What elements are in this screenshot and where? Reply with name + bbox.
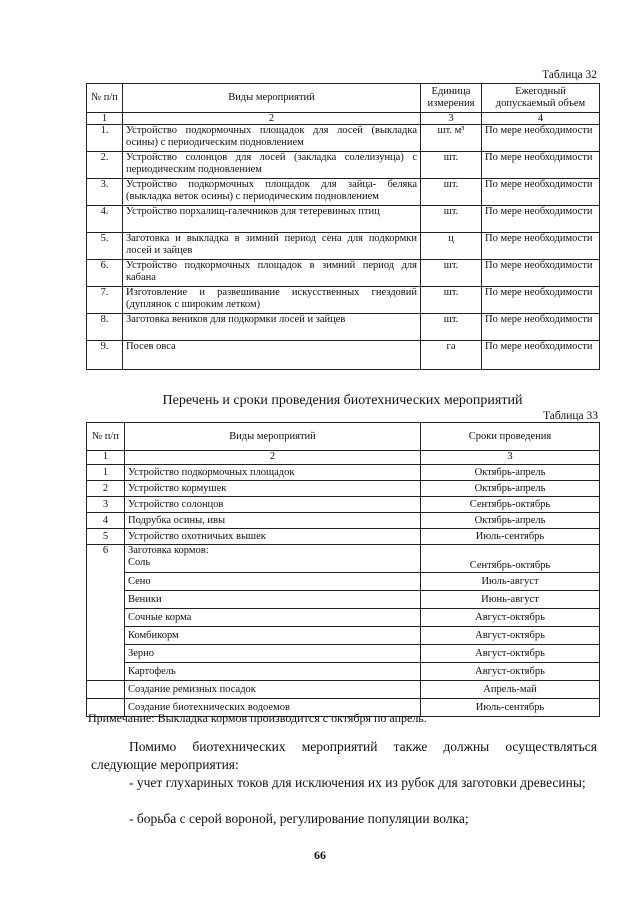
section-title: Перечень и сроки проведения биотехнических мероприятий [162, 393, 523, 408]
table33-group-item5-period: Август-октябрь [421, 645, 600, 663]
table33-row4-num: 4 [87, 513, 125, 529]
table33-row1-num: 1 [87, 465, 125, 481]
table-row [87, 314, 600, 341]
table32-row5-unit: ц [421, 233, 482, 260]
table32-header-activity: Виды мероприятий [123, 84, 421, 113]
table32-row4-num: 4. [87, 206, 123, 233]
table-row [87, 645, 600, 663]
table32-row6-num: 6. [87, 260, 123, 287]
table-row [87, 152, 600, 179]
table33-row5-activity: Устройство охотничьих вышек [125, 529, 421, 545]
table-row [87, 341, 600, 370]
table32-row5-activity: Заготовка и выкладка в зимний период сена для подкормки лосей и зайцев [123, 233, 421, 260]
table32-row9-volume: По мере необходимости [482, 341, 600, 370]
table32-row9-activity: Посев овса [123, 341, 421, 370]
table32-header-volume: Ежегодный допускаемый объем [482, 84, 600, 113]
table32-row8-activity: Заготовка веников для подкормки лосей и зайцев [123, 314, 421, 341]
table33-index-row [87, 451, 600, 465]
table33-group-item2-period: Июнь-август [421, 591, 600, 609]
table-row [87, 465, 600, 481]
table-row [87, 125, 600, 152]
table32-row4-activity: Устройство порхалищ-галечников для тетеревиных птиц [123, 206, 421, 233]
table32-row2-unit: шт. [421, 152, 482, 179]
table33-tail2-activity: Создание биотехнических водоемов [125, 699, 421, 717]
table32-index-1: 1 [87, 113, 123, 125]
page-number: 66 [314, 848, 326, 862]
table32-row3-num: 3. [87, 179, 123, 206]
table33-row4-activity: Подрубка осины, ивы [125, 513, 421, 529]
table32-row1-activity: Устройство подкормочных площадок для лосей (выкладка осины) с периодическим подновлением [123, 125, 421, 152]
table33-tail1-num [87, 681, 125, 699]
table33-row5-num: 5 [87, 529, 125, 545]
table32-index-4: 4 [482, 113, 600, 125]
table33-row5-period: Июль-сентябрь [421, 529, 600, 545]
table33-row2-period: Октябрь-апрель [421, 481, 600, 497]
table33-group-item3-activity: Сочные корма [125, 609, 421, 627]
table32-index-row [87, 113, 600, 125]
table32-index-2: 2 [123, 113, 421, 125]
table33-index-2: 2 [125, 451, 421, 465]
table-row [87, 591, 600, 609]
table32-caption: Таблица 32 [542, 69, 597, 81]
table33-group-item1-period: Июль-август [421, 573, 600, 591]
table-row [87, 260, 600, 287]
table32-row9-unit: га [421, 341, 482, 370]
table32-header-num: № п/п [87, 84, 123, 113]
table32-row3-unit: шт. [421, 179, 482, 206]
table33-row1-activity: Устройство подкормочных площадок [125, 465, 421, 481]
table33-group-item2-activity: Веники [125, 591, 421, 609]
body-paragraph: Помимо биотехнических мероприятий также должны осуществляться следующие мероприятия: [91, 739, 597, 772]
table33-group-item1-activity: Сено [125, 573, 421, 591]
table33-index-1: 1 [87, 451, 125, 465]
table33-group-first-period: Сентябрь-октябрь [421, 545, 600, 573]
table-row [87, 627, 600, 645]
table33-group-item6-period: Август-октябрь [421, 663, 600, 681]
table33-note: Примечание: Выкладка кормов производится с октября по апрель. [88, 711, 427, 725]
table32-header-row [87, 84, 600, 113]
table33-group-cell [125, 545, 421, 573]
table33-index-3: 3 [421, 451, 600, 465]
table-33 [86, 422, 600, 717]
table32-row2-num: 2. [87, 152, 123, 179]
table33-row2-num: 2 [87, 481, 125, 497]
table-row [87, 663, 600, 681]
table32-row1-num: 1. [87, 125, 123, 152]
table32-row7-num: 7. [87, 287, 123, 314]
table-row [87, 233, 600, 260]
table33-header-activity: Виды мероприятий [125, 423, 421, 451]
table33-row6-num: 6 [87, 545, 125, 681]
table33-row3-period: Сентябрь-октябрь [421, 497, 600, 513]
table32-row1-unit: шт. м³ [421, 125, 482, 152]
table33-group-item4-period: Август-октябрь [421, 627, 600, 645]
table33-tail2-period: Июль-сентябрь [421, 699, 600, 717]
table33-header-num: № п/п [87, 423, 125, 451]
table-row [87, 287, 600, 314]
table33-group-item5-activity: Зерно [125, 645, 421, 663]
table32-row7-activity: Изготовление и развешивание искусственных гнездовий (дуплянок с широким летком) [123, 287, 421, 314]
table33-row3-num: 3 [87, 497, 125, 513]
table-row [87, 545, 600, 573]
table33-row4-period: Октябрь-апрель [421, 513, 600, 529]
table-row [87, 481, 600, 497]
table33-group-item6-activity: Картофель [125, 663, 421, 681]
table-row [87, 497, 600, 513]
table32-row6-unit: шт. [421, 260, 482, 287]
table-row [87, 681, 600, 699]
table-32 [86, 83, 600, 370]
table33-tail1-period: Апрель-май [421, 681, 600, 699]
table32-row8-num: 8. [87, 314, 123, 341]
table32-row3-volume: По мере необходимости [482, 179, 600, 206]
table32-row6-volume: По мере необходимости [482, 260, 600, 287]
table32-row5-volume: По мере необходимости [482, 233, 600, 260]
table32-row4-volume: По мере необходимости [482, 206, 600, 233]
body-bullet-1: - учет глухариных токов для исключения их из рубок для заготовки древесины; [129, 775, 586, 790]
table32-row8-volume: По мере необходимости [482, 314, 600, 341]
table32-row8-unit: шт. [421, 314, 482, 341]
table32-row3-activity: Устройство подкормочных площадок для зайца- беляка (выкладка веток осины) с периодическим подновлением [123, 179, 421, 206]
table32-row6-activity: Устройство подкормочных площадок в зимний период для кабана [123, 260, 421, 287]
table33-row2-activity: Устройство кормушек [125, 481, 421, 497]
table33-tail1-activity: Создание ремизных посадок [125, 681, 421, 699]
table33-group-first-activity: Соль [128, 557, 151, 568]
table32-row9-num: 9. [87, 341, 123, 370]
table33-row1-period: Октябрь-апрель [421, 465, 600, 481]
table33-header-period: Сроки проведения [421, 423, 600, 451]
table-row [87, 609, 600, 627]
table-row [87, 529, 600, 545]
table33-caption: Таблица 33 [543, 410, 598, 422]
table-row [87, 573, 600, 591]
table32-row1-volume: По мере необходимости [482, 125, 600, 152]
table32-row7-unit: шт. [421, 287, 482, 314]
table33-group-title: Заготовка кормов: [128, 545, 209, 556]
table33-header-row [87, 423, 600, 451]
table32-row5-num: 5. [87, 233, 123, 260]
table-row [87, 513, 600, 529]
body-bullet-2: - борьба с серой вороной, регулирование популяции волка; [129, 811, 469, 826]
table32-index-3: 3 [421, 113, 482, 125]
table-row [87, 206, 600, 233]
table32-row2-volume: По мере необходимости [482, 152, 600, 179]
table33-group-item4-activity: Комбикорм [125, 627, 421, 645]
table32-row7-volume: По мере необходимости [482, 287, 600, 314]
table32-row2-activity: Устройство солонцов для лосей (закладка солелизунца) с периодическим подновлением [123, 152, 421, 179]
table33-row3-activity: Устройство солонцов [125, 497, 421, 513]
table33-group-item3-period: Август-октябрь [421, 609, 600, 627]
table-row [87, 179, 600, 206]
table32-row4-unit: шт. [421, 206, 482, 233]
table32-header-unit: Единица измерения [421, 84, 482, 113]
